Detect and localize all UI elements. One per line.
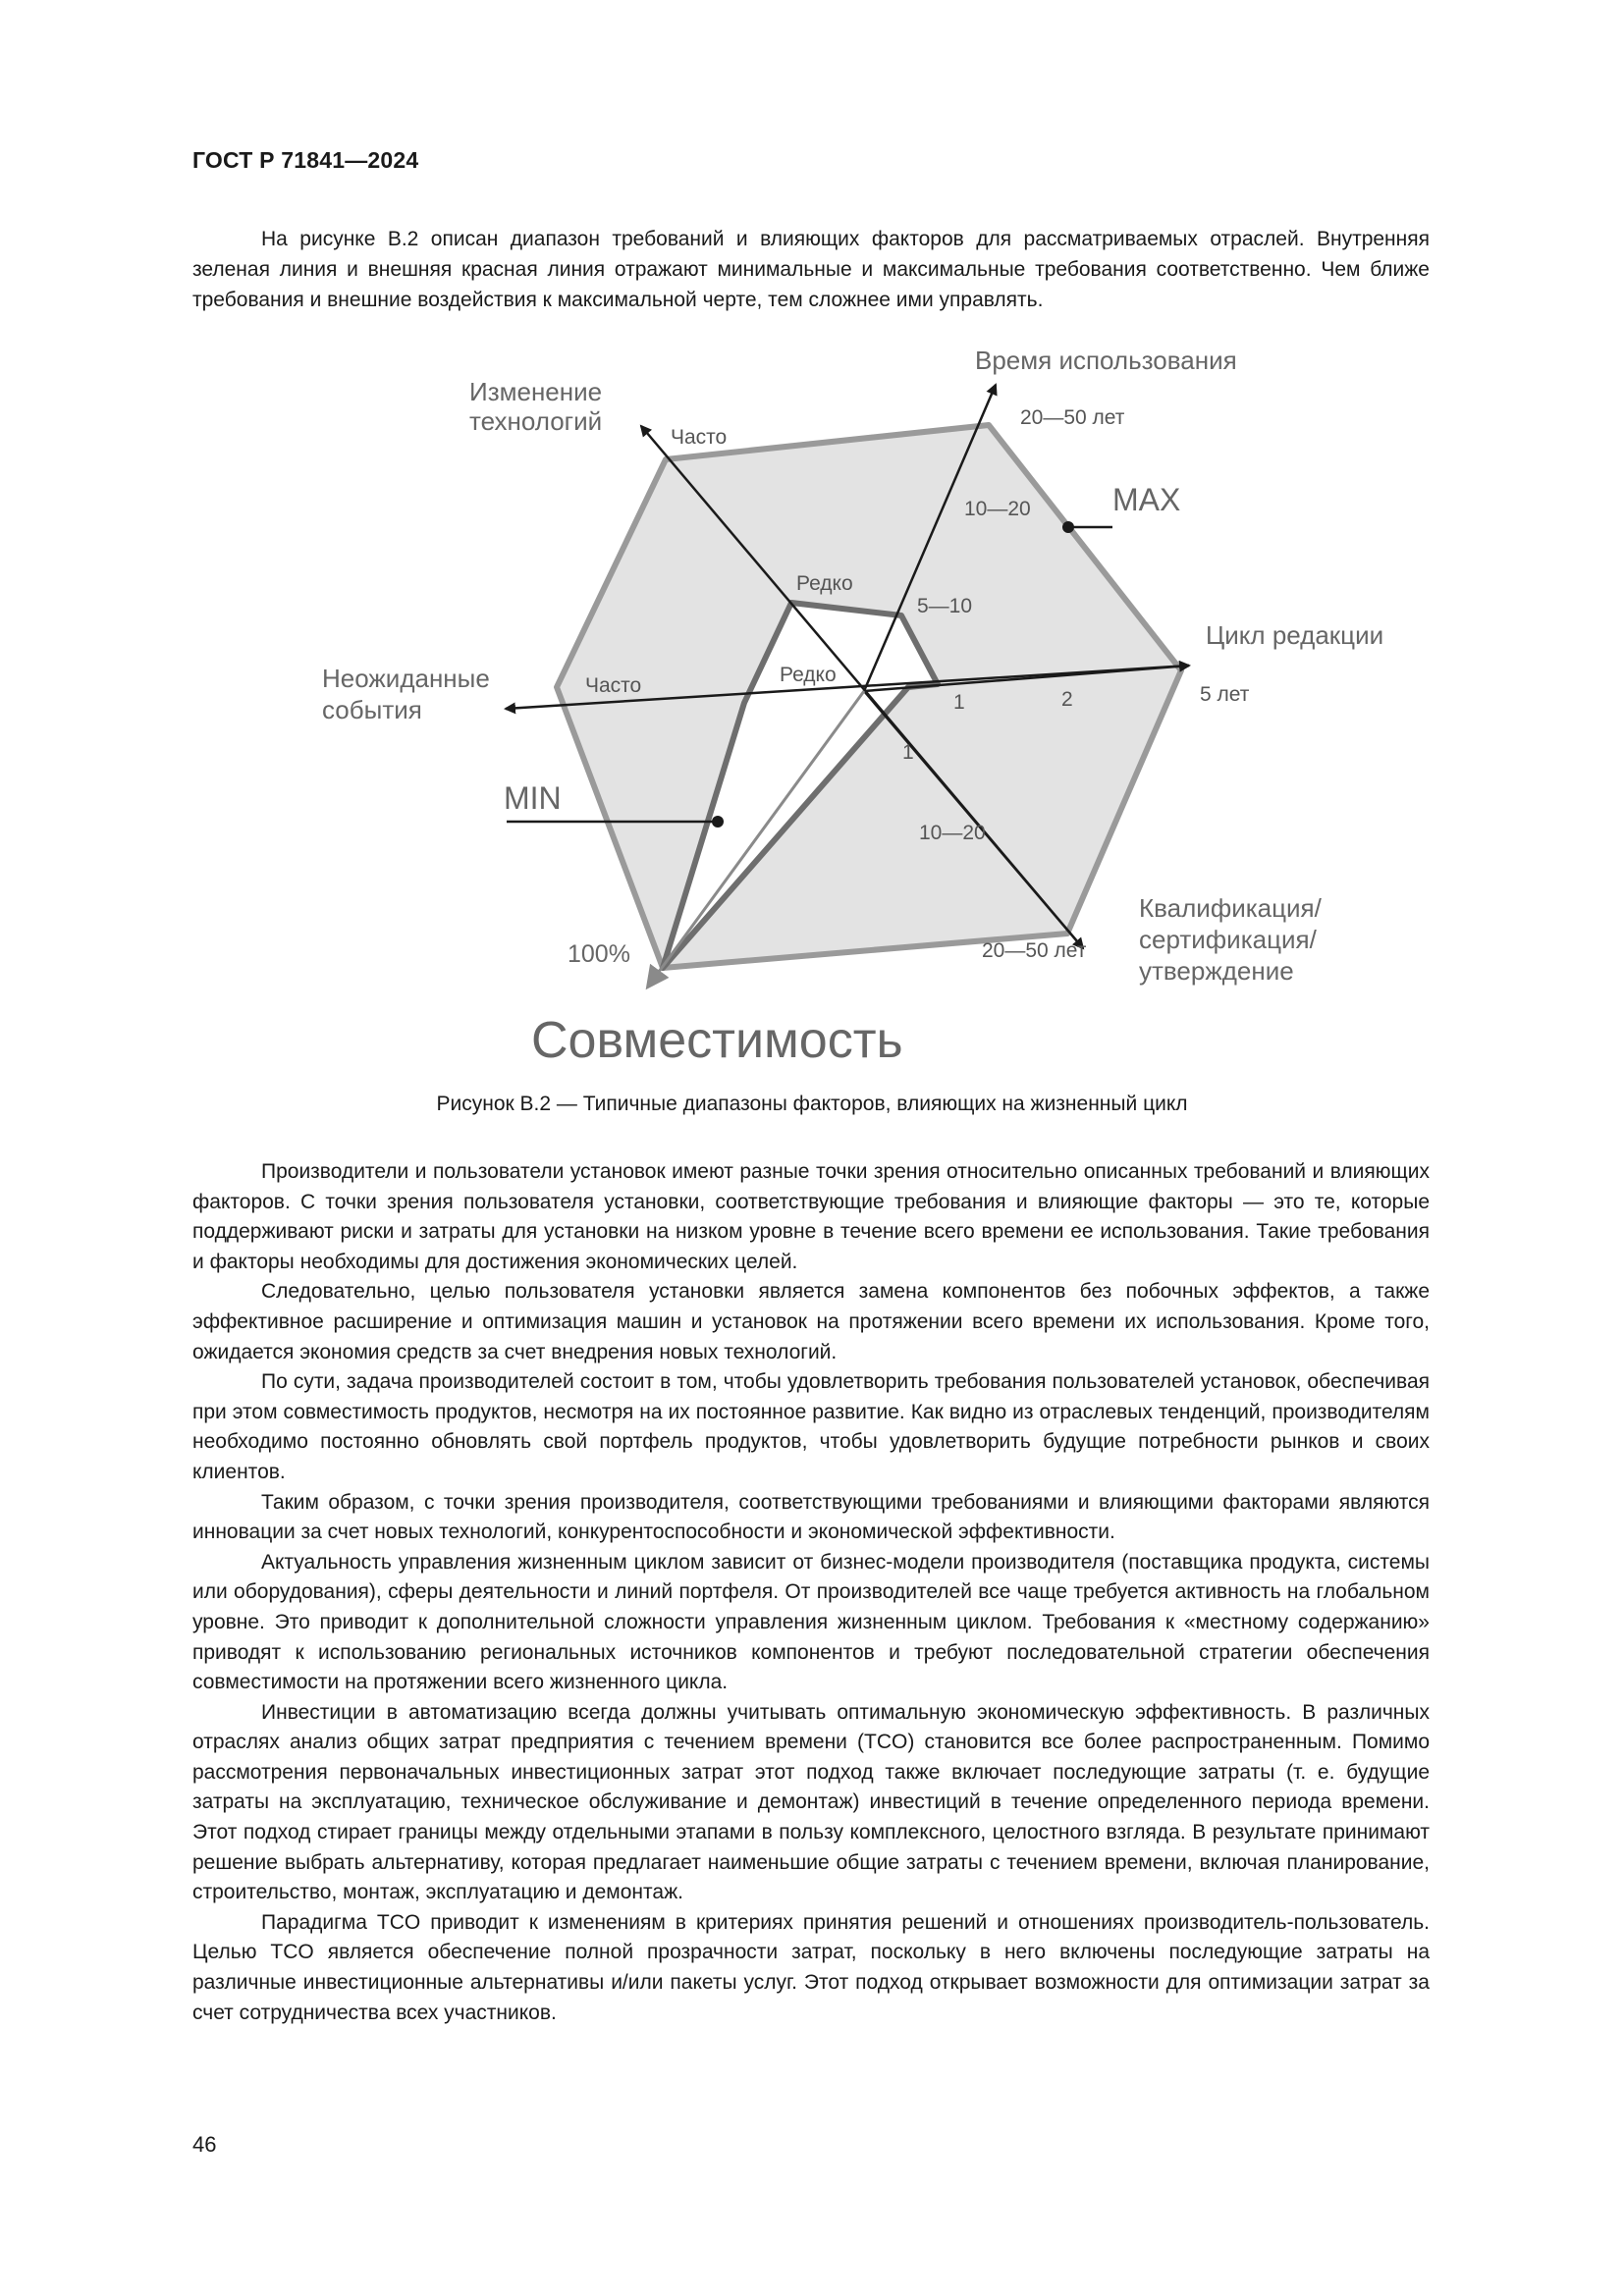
paragraph: Производители и пользователи установок имеют разные точки зрения относительно описанных требований и влияющих факторов. С точки зрения пользователя установки, соответствующие требования и влияющие факторы — это те, которые поддерживают риски и затраты для установки на низком уровне в течение всего времени ее использования. Такие требования и факторы необходимы для достижения экономических целей. [192, 1160, 1430, 1273]
radar-diagram-svg [0, 0, 1624, 1080]
tick-time-10-20: 10—20 [964, 498, 1031, 520]
label-qual-1: Квалификация/ [1139, 893, 1322, 923]
tick-events-often: Часто [585, 674, 642, 697]
label-time: Время использования [975, 346, 1237, 375]
paragraph: Актуальность управления жизненным циклом зависит от бизнес-модели производителя (поставщика продукта, системы или оборудования), сферы деятельности и линий портфеля. От производителей все чаще требуется активность на глобальном уровне. Это приводит к дополнительной сложности управления жизненным циклом. Требования к «местному содержанию» приводят к использованию региональных источников компонентов и требуют последовательной стратегии обеспечения совместимости на протяжении всего жизненного цикла. [192, 1550, 1430, 1694]
label-compat: Совместимость [531, 1012, 903, 1069]
label-max: MAX [1112, 482, 1181, 517]
min-dot [712, 816, 724, 828]
tick-cycle-5: 5 лет [1200, 683, 1250, 706]
paragraph: Парадигма TCO приводит к изменениям в критериях принятия решений и отношениях производитель-пользователь. Целью TCO является обеспечение полной прозрачности затрат, поскольку в него включены последующие затраты на различные инвестиционные альтернативы и/или пакеты услуг. Этот подход открывает возможности для оптимизации затрат за счет сотрудничества всех участников. [192, 1910, 1430, 2024]
tick-time-20-50: 20—50 лет [1020, 406, 1125, 429]
paragraph: Следовательно, целью пользователя установки является замена компонентов без побочных эффектов, а также эффективное расширение и оптимизация машин и установок на протяжении всего времени их использования. Кроме того, ожидается экономия средств за счет внедрения новых технологий. [192, 1280, 1430, 1363]
max-dot [1062, 521, 1074, 533]
body-text [192, 1157, 1430, 2028]
intro-paragraph: На рисунке В.2 описан диапазон требований и влияющих факторов для рассматриваемых отраслей. Внутренняя зеленая линия и внешняя красная линия отражают минимальные и максимальные требования соответственно. Чем ближе требования и внешние воздействия к максимальной черте, тем сложнее ими управлять. [192, 228, 1430, 311]
tick-qual-1: 1 [902, 741, 914, 764]
tick-cycle-2: 2 [1061, 688, 1073, 711]
tick-time-5-10: 5—10 [917, 595, 973, 617]
label-qual-2: сертификация/ [1139, 925, 1317, 954]
label-qual-3: утверждение [1139, 956, 1294, 986]
page-number: 46 [192, 2132, 217, 2157]
tick-cycle-1: 1 [953, 691, 965, 714]
tick-qual-10-20: 10—20 [919, 822, 986, 844]
label-cycle: Цикл редакции [1206, 620, 1384, 650]
paragraph: Таким образом, с точки зрения производителя, соответствующими требованиями и влияющими факторами являются инновации за счет новых технологий, конкурентоспособности и экономической эффективности. [192, 1490, 1430, 1544]
tick-events-rare: Редко [780, 664, 837, 686]
label-tech-1: Изменение [469, 377, 603, 406]
tick-tech-often: Часто [671, 426, 728, 449]
figure-radar-diagram [0, 0, 1624, 1080]
document-header: ГОСТ Р 71841—2024 [192, 147, 419, 173]
label-events-2: события [322, 695, 422, 724]
label-events-1: Неожиданные [322, 664, 490, 693]
paragraph: Инвестиции в автоматизацию всегда должны учитывать оптимальную экономическую эффективность. В различных отраслях анализ общих затрат предприятия с течением времени (TCO) становится все более распространенным. Помимо рассмотрения первоначальных инвестиционных затрат этот подход также включает последующие затраты (т. е. будущие затраты на эксплуатацию, техническое обслуживание и демонтаж) инвестиций в течение определенного периода времени. Этот подход стирает границы между отдельными этапами в пользу комплексного, целостного взгляда. В результате принимают решение выбрать альтернативу, которая предлагает наименьшие общие затраты с течением времени, включая планирование, строительство, монтаж, эксплуатацию и демонтаж. [192, 1700, 1430, 1904]
figure-caption: Рисунок В.2 — Типичные диапазоны факторов, влияющих на жизненный цикл [436, 1093, 1188, 1115]
tick-tech-rare: Редко [796, 572, 853, 595]
tick-compat-100: 100% [568, 940, 630, 968]
label-min: MIN [504, 780, 562, 816]
label-tech-2: технологий [469, 406, 603, 436]
paragraph: По сути, задача производителей состоит в том, чтобы удовлетворить требования пользователей установок, обеспечивая при этом совместимость продуктов, несмотря на их постоянное развитие. Как видно из отраслевых тенденций, производителям необходимо постоянно обновлять свой портфель продуктов, чтобы удовлетворить будущие потребности рынков и своих клиентов. [192, 1370, 1430, 1483]
tick-qual-20-50: 20—50 лет [982, 939, 1087, 962]
